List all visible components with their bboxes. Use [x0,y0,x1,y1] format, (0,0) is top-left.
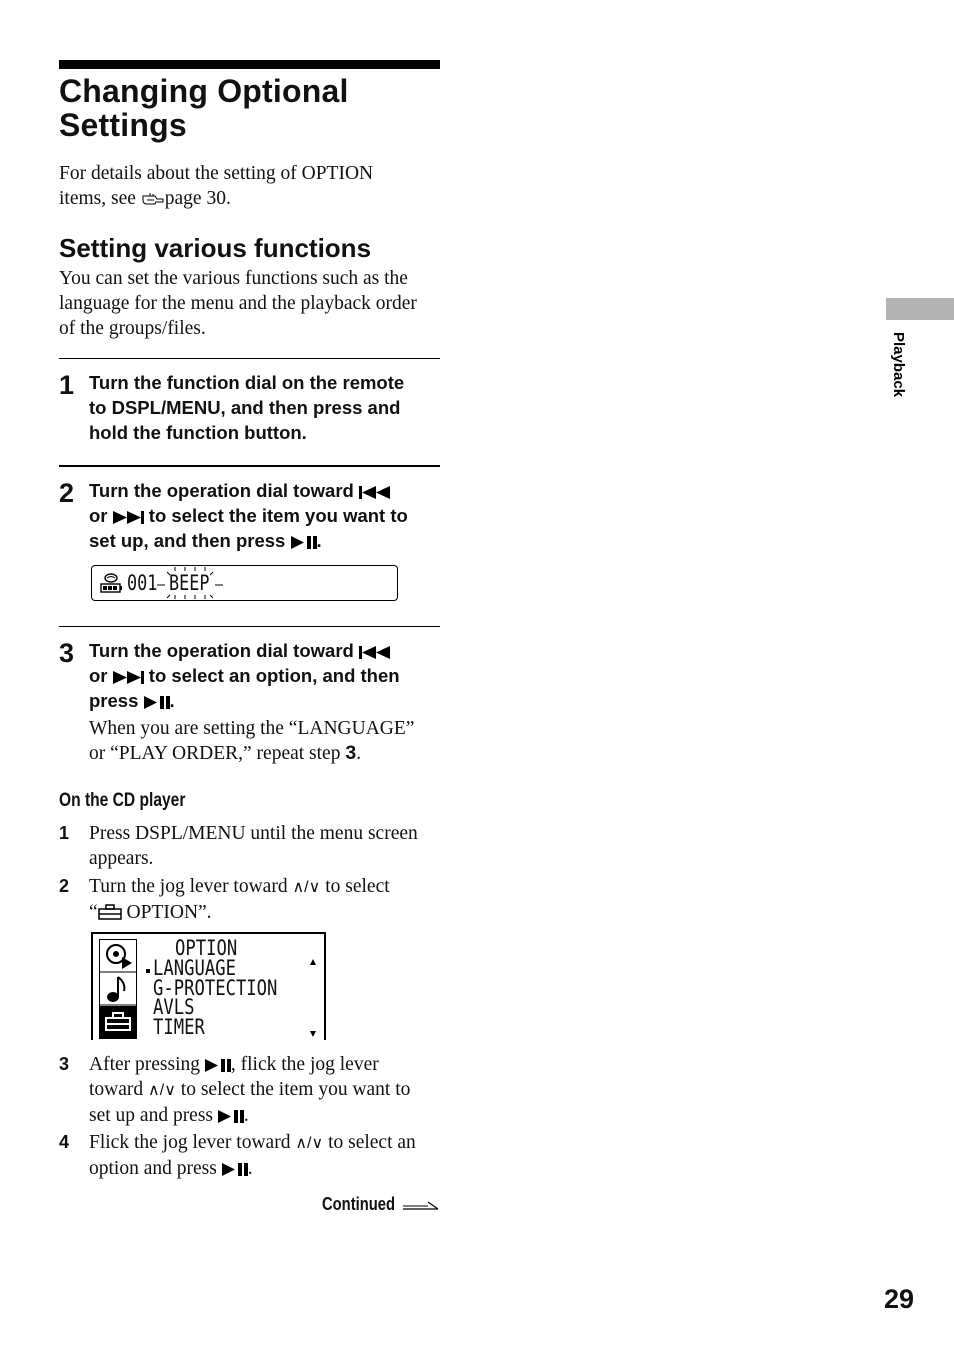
section-line-3: of the groups/files. [59,318,206,339]
cd-item-3-line-2-b: to select the item you want to [175,1079,411,1100]
cd-item-3-line-2-a: toward [89,1079,149,1100]
page-title [59,74,449,142]
option-item-g-protection[interactable]: G-PROTECTION [153,975,278,1000]
cd-item-2-line-2 [89,900,449,925]
cd-item-2-number: 2 [59,876,70,896]
step-2-line-2-b: to select the item you want to [148,505,408,526]
option-menu-title: OPTION [175,936,238,960]
continued-label: Continued [322,1194,395,1214]
cd-item-1-line-2: appears. [89,848,154,869]
cd-item-4-line-1-b: to select an [323,1132,416,1153]
step-1-line-1: Turn the function dial on the remote [89,372,405,393]
step-3-line-1-text: Turn the operation dial toward [89,640,354,661]
remote-track-number: 001 [127,571,158,595]
title-top-bar [59,60,440,69]
previous-track-icon [359,486,390,499]
next-track-icon [113,511,144,524]
sound-menu-icon [100,973,136,1006]
step-3-line-1 [89,638,444,663]
scroll-down-icon [309,1030,317,1038]
cd-item-3-line-3-b: . [243,1105,249,1126]
step-3-line-2-b: to select an option, and then [148,665,400,686]
next-track-icon [113,671,144,684]
cd-item-2-text [89,874,449,925]
cd-item-3-line-1-a: After pressing [89,1054,205,1075]
cd-item-3-line-3-a: set up and press [89,1105,218,1126]
play-mode-menu-icon [100,940,136,973]
cd-item-1-text [89,821,449,871]
cd-item-2-line-2-a: “ [89,902,98,923]
cd-item-1-number: 1 [59,823,70,843]
page-title-line1: Changing Optional [59,73,349,109]
cd-item-4-text [89,1130,449,1181]
option-item-timer[interactable]: TIMER [153,1014,205,1039]
cd-item-4-line-2 [89,1156,449,1181]
step-1-line-2: to DSPL/MENU, and then press and [89,397,401,418]
option-menu-screen [91,932,326,1040]
cd-item-3-line-3 [89,1103,449,1128]
step-3-number: 3 [59,638,75,668]
intro-line-2-text: items, see [59,188,141,209]
step-3-note-line-2-a: or “PLAY ORDER,” repeat step [89,743,346,764]
cd-item-4-line-1 [89,1130,449,1156]
step-3-note [89,716,449,766]
step-2-line-3-a: set up, and then press [89,530,286,551]
page-title-line2: Settings [59,107,187,143]
step-1-divider [59,358,440,359]
continued-arrow-icon [402,1200,440,1212]
play-pause-icon [205,1059,231,1072]
side-tab-marker [886,298,954,320]
remote-display-text: BEEP [169,571,210,595]
step-3-note-line-2-c: . [356,743,362,764]
step-3-text [89,638,444,713]
cd-item-3-line-1-b: , flick the jog lever [230,1054,379,1075]
step-3-line-2-a: or [89,665,108,686]
option-menu-list [153,956,278,1039]
page-reference-icon [141,192,165,207]
up-down-arrows: ∧/∨ [292,879,321,896]
intro-paragraph [59,161,449,211]
step-3-line-3-b: . [169,690,175,711]
intro-line-2 [59,186,449,211]
cd-item-3-number: 3 [59,1054,70,1074]
page-number: 29 [884,1284,915,1314]
step-3-line-2 [89,663,444,688]
play-pause-icon [222,1163,248,1176]
step-3-line-3-a: press [89,690,139,711]
cd-item-4-line-2-a: option and press [89,1158,222,1179]
option-toolbox-icon [98,904,122,920]
step-3-line-3 [89,688,444,713]
previous-track-icon [359,646,390,659]
cd-item-3-text [89,1052,449,1128]
step-2-line-1-text: Turn the operation dial toward [89,480,354,501]
step-2-line-1 [89,478,444,503]
cd-item-1-line-1: Press DSPL/MENU until the menu screen [89,823,418,844]
section-paragraph [59,266,449,341]
remote-lcd-display [91,565,398,601]
section-line-2: language for the menu and the playback order [59,293,417,314]
step-2-divider [59,465,440,467]
page-reference-link[interactable]: page 30. [164,188,231,209]
scroll-up-icon [309,958,317,966]
step-3-divider [59,626,440,627]
step-2-line-3 [89,528,444,553]
play-pause-icon [218,1110,244,1123]
disc-battery-icon [99,572,123,594]
option-toolbox-icon [100,1006,136,1038]
section-heading: Setting various functions [59,233,372,263]
cd-item-4-number: 4 [59,1132,70,1152]
option-item-avls[interactable]: AVLS [153,995,195,1019]
cd-item-2-line-2-b: OPTION”. [121,902,212,923]
cd-item-2-line-1 [89,874,449,900]
step-3-note-line-1: When you are setting the “LANGUAGE” [89,718,415,739]
step-2-number: 2 [59,478,75,508]
step-1-line-3: hold the function button. [89,422,307,443]
play-pause-icon [144,696,170,709]
cd-item-3-line-1 [89,1052,449,1077]
step-1-number: 1 [59,370,75,400]
cd-item-4-line-1-a: Flick the jog lever toward [89,1132,296,1153]
option-item-language[interactable]: LANGUAGE [153,956,236,980]
selection-bullet [146,969,150,973]
step-3-note-ref: 3 [345,742,357,764]
cd-player-heading: On the CD player [59,790,186,811]
side-tab-label [884,332,914,412]
up-down-arrows: ∧/∨ [148,1082,176,1099]
cd-item-3-line-2 [89,1077,449,1103]
step-2-line-2 [89,503,444,528]
step-2-text [89,478,444,553]
intro-line-1: For details about the setting of OPTION [59,163,374,184]
step-3-note-line-2 [89,741,449,766]
side-tab-text: Playback [890,332,907,398]
step-2-line-2-a: or [89,505,108,526]
cd-item-2-line-1-a: Turn the jog lever toward [89,876,293,897]
cd-item-4-line-2-b: . [247,1158,253,1179]
menu-icon-column [99,939,137,1039]
up-down-arrows: ∧/∨ [295,1135,324,1152]
cd-item-2-line-1-b: to select [320,876,390,897]
section-line-1: You can set the various functions such as the [59,268,408,289]
step-1-text [89,370,444,445]
step-2-line-3-b: . [316,530,322,551]
option-menu-icon-selected [100,1006,136,1038]
play-pause-icon [291,536,317,549]
